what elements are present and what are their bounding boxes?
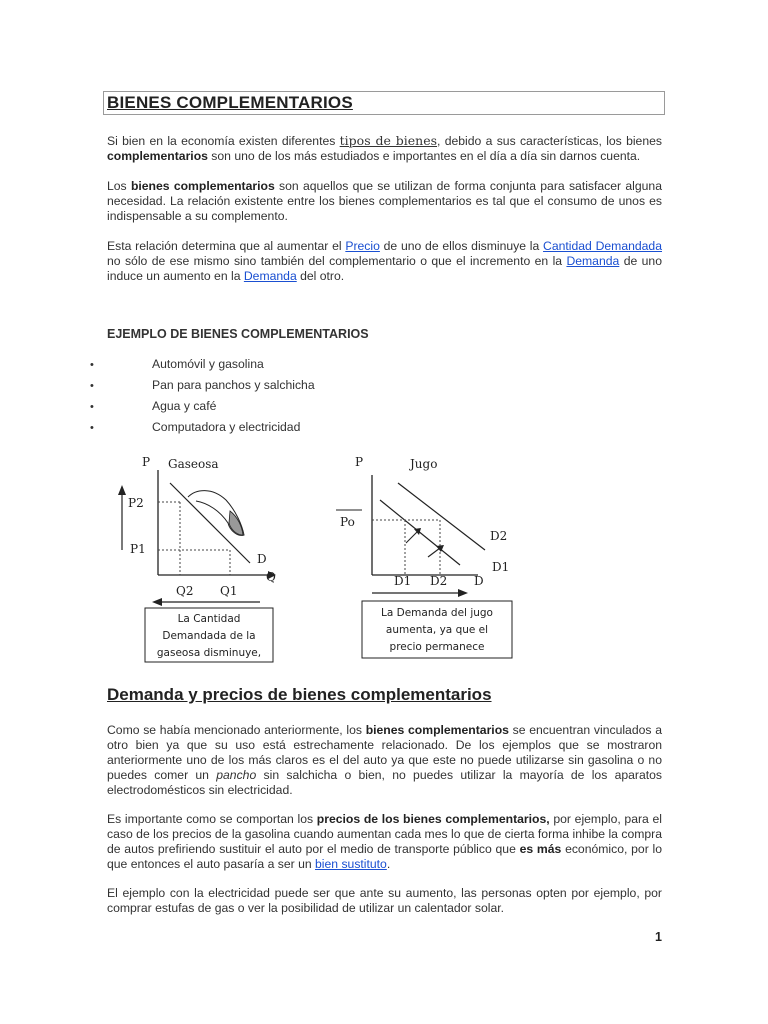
right-p-axis-label: P [355,455,364,469]
right-d1-curve-label: D1 [492,560,510,574]
left-graph-title: Gaseosa [168,457,219,471]
left-note-line-1: La Cantidad [177,613,241,625]
section-heading-demanda-precios: Demanda y precios de bienes complementarios [107,685,492,704]
link-bien-sustituto[interactable]: bien sustituto [315,857,387,871]
left-p-axis-label: P [142,455,151,469]
link-demanda-1[interactable]: Demanda [566,254,620,268]
quantity-left-arrowhead [152,598,162,606]
page-title: BIENES COMPLEMENTARIOS [107,93,353,112]
link-demanda-2[interactable]: Demanda [243,269,297,283]
left-q-label: Q [266,570,276,584]
paragraph-intro: Si bien en la economía existen diferentes tipos de bienes, debido a sus características, los bienes complementarios son uno de los más estudiados e importantes en el día a día sin darnos cuenta. [107,133,662,163]
paragraph-vinculados: Como se había mencionado anteriormente, los bienes complementarios se encuentran vinculados a otro bien ya que su uso está estrechamente relacionado. De los ejemplos que se mostraron anteriormente uno de los más claros es el del auto ya que este no puede utilizarse sin gasolina o no puedes comer un pancho sin salchicha o bien, no puedes utilizar la mayoría de los aparatos electrodomésticos sin electricidad. [107,723,663,797]
demand-right-arrowhead [458,589,468,597]
link-cantidad-demandada[interactable]: Cantidad Demandada [543,239,662,253]
paragraph-definition: Los bienes complementarios son aquellos que se utilizan de forma conjunta para satisfacer alguna necesidad. La relación existente entre los bienes complementarios es tal que el consumo de unos es indispensable a su complemento. [107,179,662,223]
right-d2-axis-label: D2 [430,574,448,588]
title-box [103,91,665,115]
left-p2-label: P2 [128,496,144,510]
page-number: 1 [655,930,662,944]
bullet: • [90,401,94,413]
left-note-line-2: Demandada de la [162,630,256,642]
right-demand-d1 [380,500,460,565]
price-up-arrowhead [118,485,126,495]
paragraph-precios: Es importante como se comportan los precios de los bienes complementarios, por ejemplo, para el caso de los precios de la gasolina cuando aumentan cada mes lo que de cierta forma inhibe la compra de autos prefiriendo sustituir el auto por el medio de transporte público que es más económico, por lo que entonces el auto pasaría a ser un bien sustituto. [107,812,662,871]
left-d-label: D [257,552,267,566]
left-q1-label: Q1 [220,584,238,598]
graph-gaseosa [118,455,276,662]
link-tipos-de-bienes[interactable]: tipos de bienes [339,133,438,148]
right-d1-axis-label: D1 [394,574,412,588]
complementary-goods-graphs [100,445,540,670]
right-note-line-2: aumenta, ya que el [385,624,489,636]
paragraph-relation: Esta relación determina que al aumentar el Precio de uno de ellos disminuye la Cantidad Demandada no sólo de ese mismo sino también del complementario o que el incremento en la Demanda de uno induce un aumento en la Demanda del otro. [107,239,662,283]
shift-arrow-2 [428,548,440,557]
left-p1-label: P1 [130,542,146,556]
paragraph-electricidad: El ejemplo con la electricidad puede ser que ante su aumento, las personas opten por ejemplo, por comprar estufas de gas o ver la posibilidad de utilizar un calentador solar. [107,886,662,915]
right-d2-curve-label: D2 [490,529,508,543]
bullet: • [90,359,94,371]
right-d-axis-label: D [474,574,484,588]
examples-heading: EJEMPLO DE BIENES COMPLEMENTARIOS [107,327,369,341]
left-note-line-3: gaseosa disminuye, [156,647,262,659]
right-graph-title: Jugo [410,457,438,471]
graph-jugo [336,455,512,658]
right-note-line-3: precio permanece [389,641,485,653]
right-po-label: Po [340,515,355,529]
left-q2-label: Q2 [176,584,194,598]
bullet: • [90,380,94,392]
right-demand-d2 [398,483,485,550]
right-note-line-1: La Demanda del jugo [381,607,493,619]
bullet: • [90,422,94,434]
shift-arrow-1 [406,531,418,543]
link-precio[interactable]: Precio [345,239,380,253]
